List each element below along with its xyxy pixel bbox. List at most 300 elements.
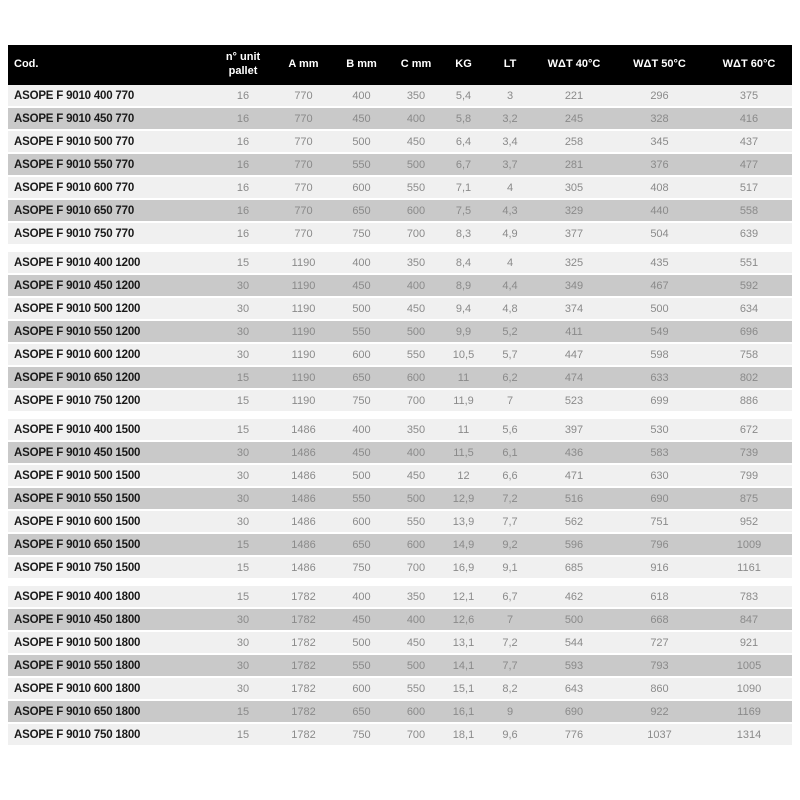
value-cell: 690 xyxy=(535,700,613,723)
value-cell: 793 xyxy=(613,654,706,677)
value-cell: 467 xyxy=(613,274,706,297)
value-cell: 600 xyxy=(390,199,442,222)
value-cell: 1782 xyxy=(274,723,333,746)
value-cell: 600 xyxy=(390,366,442,389)
value-cell: 5,4 xyxy=(442,85,485,107)
table-row xyxy=(8,441,792,464)
product-code-cell: ASOPE F 9010 400 1500 xyxy=(8,415,212,441)
table-row xyxy=(8,389,792,415)
product-code-cell: ASOPE F 9010 650 770 xyxy=(8,199,212,222)
value-cell: 500 xyxy=(390,153,442,176)
value-cell: 796 xyxy=(613,533,706,556)
value-cell: 517 xyxy=(706,176,792,199)
value-cell: 30 xyxy=(212,343,274,366)
value-cell: 450 xyxy=(390,631,442,654)
product-code-cell: ASOPE F 9010 400 770 xyxy=(8,85,212,107)
value-cell: 18,1 xyxy=(442,723,485,746)
value-cell: 600 xyxy=(390,700,442,723)
value-cell: 12,1 xyxy=(442,582,485,608)
value-cell: 1782 xyxy=(274,700,333,723)
product-code-cell: ASOPE F 9010 450 1500 xyxy=(8,441,212,464)
product-code-cell: ASOPE F 9010 500 1500 xyxy=(8,464,212,487)
value-cell: 1486 xyxy=(274,415,333,441)
value-cell: 500 xyxy=(333,464,390,487)
value-cell: 258 xyxy=(535,130,613,153)
value-cell: 549 xyxy=(613,320,706,343)
value-cell: 375 xyxy=(706,85,792,107)
value-cell: 15 xyxy=(212,248,274,274)
table-row xyxy=(8,415,792,441)
value-cell: 9,2 xyxy=(485,533,535,556)
value-cell: 1037 xyxy=(613,723,706,746)
product-code-cell: ASOPE F 9010 500 1200 xyxy=(8,297,212,320)
value-cell: 1190 xyxy=(274,343,333,366)
value-cell: 400 xyxy=(390,608,442,631)
value-cell: 12,6 xyxy=(442,608,485,631)
table-row xyxy=(8,199,792,222)
value-cell: 15 xyxy=(212,415,274,441)
value-cell: 400 xyxy=(390,107,442,130)
value-cell: 440 xyxy=(613,199,706,222)
value-cell: 30 xyxy=(212,677,274,700)
value-cell: 329 xyxy=(535,199,613,222)
value-cell: 377 xyxy=(535,222,613,248)
value-cell: 751 xyxy=(613,510,706,533)
value-cell: 14,9 xyxy=(442,533,485,556)
value-cell: 562 xyxy=(535,510,613,533)
value-cell: 783 xyxy=(706,582,792,608)
value-cell: 4,4 xyxy=(485,274,535,297)
value-cell: 16,1 xyxy=(442,700,485,723)
value-cell: 916 xyxy=(613,556,706,582)
value-cell: 600 xyxy=(333,176,390,199)
value-cell: 15 xyxy=(212,582,274,608)
table-row xyxy=(8,700,792,723)
product-code-cell: ASOPE F 9010 650 1800 xyxy=(8,700,212,723)
value-cell: 634 xyxy=(706,297,792,320)
value-cell: 1782 xyxy=(274,608,333,631)
value-cell: 700 xyxy=(390,723,442,746)
value-cell: 15 xyxy=(212,533,274,556)
value-cell: 1169 xyxy=(706,700,792,723)
value-cell: 550 xyxy=(390,677,442,700)
value-cell: 500 xyxy=(535,608,613,631)
value-cell: 6,4 xyxy=(442,130,485,153)
value-cell: 922 xyxy=(613,700,706,723)
value-cell: 696 xyxy=(706,320,792,343)
table-row xyxy=(8,582,792,608)
value-cell: 770 xyxy=(274,222,333,248)
value-cell: 450 xyxy=(333,441,390,464)
value-cell: 15 xyxy=(212,700,274,723)
value-cell: 15 xyxy=(212,556,274,582)
value-cell: 593 xyxy=(535,654,613,677)
value-cell: 1782 xyxy=(274,654,333,677)
value-cell: 5,8 xyxy=(442,107,485,130)
value-cell: 802 xyxy=(706,366,792,389)
table-row xyxy=(8,107,792,130)
value-cell: 245 xyxy=(535,107,613,130)
value-cell: 9 xyxy=(485,700,535,723)
value-cell: 1190 xyxy=(274,297,333,320)
product-code-cell: ASOPE F 9010 600 1200 xyxy=(8,343,212,366)
product-code-cell: ASOPE F 9010 450 1800 xyxy=(8,608,212,631)
value-cell: 30 xyxy=(212,654,274,677)
value-cell: 325 xyxy=(535,248,613,274)
value-cell: 750 xyxy=(333,222,390,248)
value-cell: 16 xyxy=(212,153,274,176)
value-cell: 30 xyxy=(212,631,274,654)
value-cell: 6,7 xyxy=(485,582,535,608)
value-cell: 4 xyxy=(485,176,535,199)
value-cell: 685 xyxy=(535,556,613,582)
value-cell: 583 xyxy=(613,441,706,464)
value-cell: 550 xyxy=(333,153,390,176)
value-cell: 7 xyxy=(485,608,535,631)
product-code-cell: ASOPE F 9010 400 1200 xyxy=(8,248,212,274)
value-cell: 558 xyxy=(706,199,792,222)
table-row xyxy=(8,510,792,533)
value-cell: 9,4 xyxy=(442,297,485,320)
table-row xyxy=(8,723,792,746)
table-row xyxy=(8,487,792,510)
value-cell: 690 xyxy=(613,487,706,510)
value-cell: 770 xyxy=(274,153,333,176)
col-header-cod: Cod. xyxy=(8,45,212,85)
value-cell: 9,9 xyxy=(442,320,485,343)
value-cell: 281 xyxy=(535,153,613,176)
value-cell: 400 xyxy=(333,415,390,441)
product-code-cell: ASOPE F 9010 400 1800 xyxy=(8,582,212,608)
table-row xyxy=(8,176,792,199)
value-cell: 1486 xyxy=(274,533,333,556)
col-header-lt: LT xyxy=(485,45,535,85)
value-cell: 350 xyxy=(390,582,442,608)
value-cell: 11,9 xyxy=(442,389,485,415)
value-cell: 11 xyxy=(442,415,485,441)
value-cell: 875 xyxy=(706,487,792,510)
table-row xyxy=(8,654,792,677)
col-header-a-mm: A mm xyxy=(274,45,333,85)
value-cell: 7,2 xyxy=(485,631,535,654)
value-cell: 7,2 xyxy=(485,487,535,510)
table-row xyxy=(8,677,792,700)
product-spec-table xyxy=(8,45,792,747)
value-cell: 739 xyxy=(706,441,792,464)
value-cell: 11 xyxy=(442,366,485,389)
value-cell: 551 xyxy=(706,248,792,274)
value-cell: 16 xyxy=(212,130,274,153)
value-cell: 14,1 xyxy=(442,654,485,677)
value-cell: 639 xyxy=(706,222,792,248)
value-cell: 7,7 xyxy=(485,654,535,677)
col-header-watt-dt60: WΔT 60°C xyxy=(706,45,792,85)
table-row xyxy=(8,85,792,107)
product-code-cell: ASOPE F 9010 600 1800 xyxy=(8,677,212,700)
value-cell: 1190 xyxy=(274,320,333,343)
value-cell: 16 xyxy=(212,176,274,199)
value-cell: 15 xyxy=(212,723,274,746)
value-cell: 9,1 xyxy=(485,556,535,582)
value-cell: 630 xyxy=(613,464,706,487)
value-cell: 296 xyxy=(613,85,706,107)
value-cell: 550 xyxy=(390,176,442,199)
value-cell: 770 xyxy=(274,107,333,130)
value-cell: 1190 xyxy=(274,248,333,274)
value-cell: 500 xyxy=(613,297,706,320)
value-cell: 397 xyxy=(535,415,613,441)
value-cell: 1190 xyxy=(274,274,333,297)
value-cell: 523 xyxy=(535,389,613,415)
value-cell: 618 xyxy=(613,582,706,608)
value-cell: 921 xyxy=(706,631,792,654)
value-cell: 770 xyxy=(274,199,333,222)
value-cell: 1090 xyxy=(706,677,792,700)
value-cell: 3,7 xyxy=(485,153,535,176)
value-cell: 8,9 xyxy=(442,274,485,297)
value-cell: 544 xyxy=(535,631,613,654)
value-cell: 408 xyxy=(613,176,706,199)
value-cell: 700 xyxy=(390,389,442,415)
product-code-cell: ASOPE F 9010 600 770 xyxy=(8,176,212,199)
col-header-b-mm: B mm xyxy=(333,45,390,85)
value-cell: 416 xyxy=(706,107,792,130)
value-cell: 7,1 xyxy=(442,176,485,199)
value-cell: 462 xyxy=(535,582,613,608)
value-cell: 400 xyxy=(333,85,390,107)
value-cell: 15 xyxy=(212,366,274,389)
col-header-unit-pallet: n° unit pallet xyxy=(212,45,274,85)
value-cell: 1486 xyxy=(274,487,333,510)
table-row xyxy=(8,343,792,366)
table-row xyxy=(8,248,792,274)
value-cell: 3 xyxy=(485,85,535,107)
table-row xyxy=(8,533,792,556)
table-row xyxy=(8,130,792,153)
col-header-kg: KG xyxy=(442,45,485,85)
value-cell: 471 xyxy=(535,464,613,487)
value-cell: 1782 xyxy=(274,677,333,700)
value-cell: 435 xyxy=(613,248,706,274)
product-code-cell: ASOPE F 9010 450 1200 xyxy=(8,274,212,297)
value-cell: 1190 xyxy=(274,366,333,389)
value-cell: 500 xyxy=(333,297,390,320)
value-cell: 30 xyxy=(212,274,274,297)
value-cell: 1314 xyxy=(706,723,792,746)
table-row xyxy=(8,297,792,320)
value-cell: 12,9 xyxy=(442,487,485,510)
value-cell: 550 xyxy=(333,487,390,510)
value-cell: 9,6 xyxy=(485,723,535,746)
value-cell: 350 xyxy=(390,248,442,274)
product-code-cell: ASOPE F 9010 550 1500 xyxy=(8,487,212,510)
value-cell: 750 xyxy=(333,723,390,746)
value-cell: 305 xyxy=(535,176,613,199)
product-code-cell: ASOPE F 9010 550 1800 xyxy=(8,654,212,677)
value-cell: 750 xyxy=(333,389,390,415)
value-cell: 16 xyxy=(212,222,274,248)
value-cell: 596 xyxy=(535,533,613,556)
value-cell: 598 xyxy=(613,343,706,366)
value-cell: 1486 xyxy=(274,464,333,487)
value-cell: 350 xyxy=(390,85,442,107)
product-code-cell: ASOPE F 9010 500 1800 xyxy=(8,631,212,654)
table-row xyxy=(8,320,792,343)
value-cell: 1486 xyxy=(274,441,333,464)
value-cell: 770 xyxy=(274,130,333,153)
value-cell: 6,7 xyxy=(442,153,485,176)
value-cell: 650 xyxy=(333,533,390,556)
value-cell: 450 xyxy=(390,464,442,487)
value-cell: 758 xyxy=(706,343,792,366)
value-cell: 6,1 xyxy=(485,441,535,464)
value-cell: 886 xyxy=(706,389,792,415)
value-cell: 770 xyxy=(274,85,333,107)
value-cell: 450 xyxy=(333,608,390,631)
value-cell: 799 xyxy=(706,464,792,487)
value-cell: 643 xyxy=(535,677,613,700)
value-cell: 15,1 xyxy=(442,677,485,700)
value-cell: 30 xyxy=(212,297,274,320)
value-cell: 411 xyxy=(535,320,613,343)
table-row xyxy=(8,222,792,248)
value-cell: 750 xyxy=(333,556,390,582)
value-cell: 1486 xyxy=(274,556,333,582)
value-cell: 650 xyxy=(333,700,390,723)
value-cell: 4,3 xyxy=(485,199,535,222)
value-cell: 30 xyxy=(212,487,274,510)
product-code-cell: ASOPE F 9010 750 770 xyxy=(8,222,212,248)
product-code-cell: ASOPE F 9010 600 1500 xyxy=(8,510,212,533)
value-cell: 474 xyxy=(535,366,613,389)
value-cell: 1161 xyxy=(706,556,792,582)
value-cell: 30 xyxy=(212,510,274,533)
value-cell: 12 xyxy=(442,464,485,487)
value-cell: 13,9 xyxy=(442,510,485,533)
value-cell: 600 xyxy=(390,533,442,556)
value-cell: 700 xyxy=(390,222,442,248)
table-row xyxy=(8,464,792,487)
value-cell: 7,5 xyxy=(442,199,485,222)
product-code-cell: ASOPE F 9010 750 1200 xyxy=(8,389,212,415)
table-row xyxy=(8,274,792,297)
value-cell: 500 xyxy=(333,130,390,153)
value-cell: 3,2 xyxy=(485,107,535,130)
value-cell: 699 xyxy=(613,389,706,415)
value-cell: 374 xyxy=(535,297,613,320)
value-cell: 477 xyxy=(706,153,792,176)
value-cell: 450 xyxy=(390,130,442,153)
value-cell: 221 xyxy=(535,85,613,107)
value-cell: 447 xyxy=(535,343,613,366)
value-cell: 5,2 xyxy=(485,320,535,343)
product-code-cell: ASOPE F 9010 750 1500 xyxy=(8,556,212,582)
value-cell: 376 xyxy=(613,153,706,176)
value-cell: 30 xyxy=(212,464,274,487)
value-cell: 500 xyxy=(390,487,442,510)
value-cell: 600 xyxy=(333,677,390,700)
col-header-c-mm: C mm xyxy=(390,45,442,85)
table-row xyxy=(8,366,792,389)
value-cell: 550 xyxy=(333,654,390,677)
product-code-cell: ASOPE F 9010 450 770 xyxy=(8,107,212,130)
value-cell: 4 xyxy=(485,248,535,274)
table-row xyxy=(8,556,792,582)
value-cell: 516 xyxy=(535,487,613,510)
product-code-cell: ASOPE F 9010 550 770 xyxy=(8,153,212,176)
value-cell: 550 xyxy=(390,343,442,366)
value-cell: 4,8 xyxy=(485,297,535,320)
col-header-watt-dt50: WΔT 50°C xyxy=(613,45,706,85)
value-cell: 6,6 xyxy=(485,464,535,487)
value-cell: 727 xyxy=(613,631,706,654)
value-cell: 7 xyxy=(485,389,535,415)
value-cell: 13,1 xyxy=(442,631,485,654)
table-row xyxy=(8,631,792,654)
value-cell: 1782 xyxy=(274,631,333,654)
table-row xyxy=(8,153,792,176)
product-code-cell: ASOPE F 9010 650 1500 xyxy=(8,533,212,556)
value-cell: 700 xyxy=(390,556,442,582)
value-cell: 350 xyxy=(390,415,442,441)
value-cell: 600 xyxy=(333,510,390,533)
value-cell: 8,3 xyxy=(442,222,485,248)
value-cell: 3,4 xyxy=(485,130,535,153)
value-cell: 7,7 xyxy=(485,510,535,533)
value-cell: 633 xyxy=(613,366,706,389)
value-cell: 592 xyxy=(706,274,792,297)
value-cell: 30 xyxy=(212,441,274,464)
value-cell: 349 xyxy=(535,274,613,297)
value-cell: 5,7 xyxy=(485,343,535,366)
value-cell: 15 xyxy=(212,389,274,415)
value-cell: 672 xyxy=(706,415,792,441)
value-cell: 504 xyxy=(613,222,706,248)
value-cell: 345 xyxy=(613,130,706,153)
product-code-cell: ASOPE F 9010 750 1800 xyxy=(8,723,212,746)
value-cell: 860 xyxy=(613,677,706,700)
value-cell: 8,2 xyxy=(485,677,535,700)
value-cell: 30 xyxy=(212,608,274,631)
value-cell: 437 xyxy=(706,130,792,153)
value-cell: 6,2 xyxy=(485,366,535,389)
product-code-cell: ASOPE F 9010 500 770 xyxy=(8,130,212,153)
value-cell: 16,9 xyxy=(442,556,485,582)
value-cell: 400 xyxy=(390,441,442,464)
value-cell: 450 xyxy=(390,297,442,320)
value-cell: 400 xyxy=(390,274,442,297)
value-cell: 450 xyxy=(333,107,390,130)
value-cell: 16 xyxy=(212,199,274,222)
value-cell: 1782 xyxy=(274,582,333,608)
value-cell: 8,4 xyxy=(442,248,485,274)
value-cell: 450 xyxy=(333,274,390,297)
value-cell: 770 xyxy=(274,176,333,199)
value-cell: 16 xyxy=(212,107,274,130)
value-cell: 4,9 xyxy=(485,222,535,248)
value-cell: 550 xyxy=(390,510,442,533)
value-cell: 952 xyxy=(706,510,792,533)
value-cell: 400 xyxy=(333,582,390,608)
value-cell: 600 xyxy=(333,343,390,366)
value-cell: 11,5 xyxy=(442,441,485,464)
value-cell: 1486 xyxy=(274,510,333,533)
value-cell: 400 xyxy=(333,248,390,274)
value-cell: 650 xyxy=(333,366,390,389)
value-cell: 436 xyxy=(535,441,613,464)
value-cell: 847 xyxy=(706,608,792,631)
value-cell: 500 xyxy=(390,654,442,677)
